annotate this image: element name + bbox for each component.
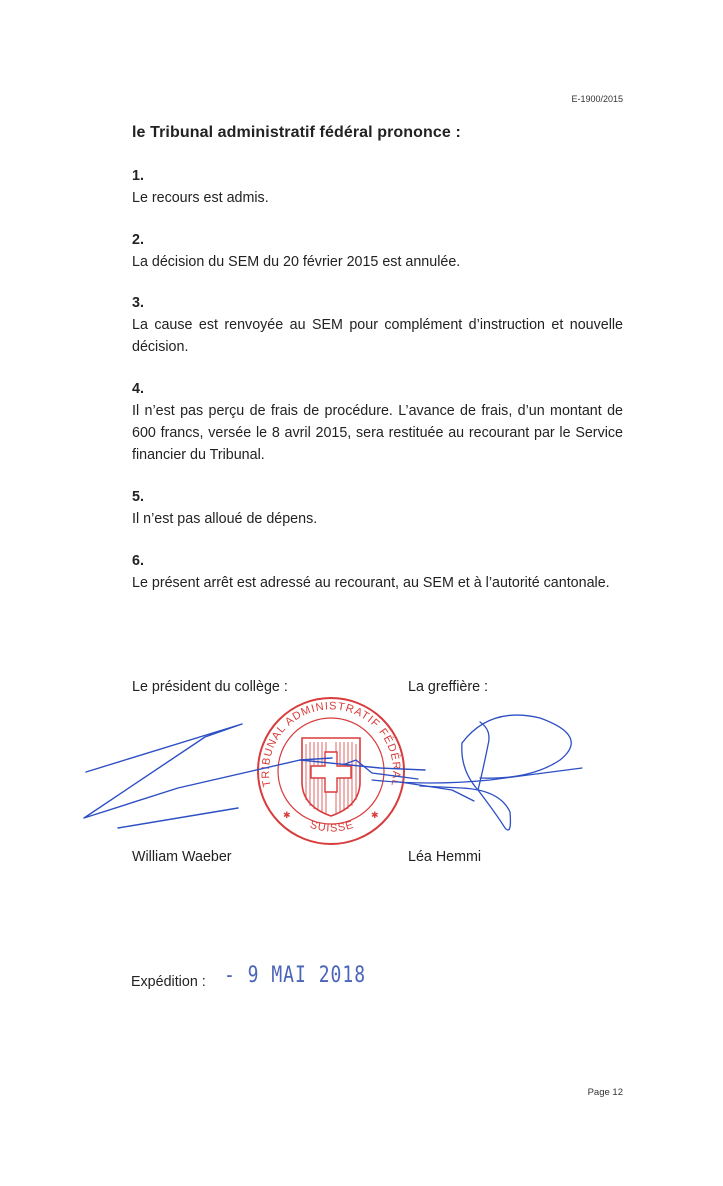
clause-text: La cause est renvoyée au SEM pour complément d’instruction et nouvelle décision. xyxy=(132,317,623,355)
clause-number: 6. xyxy=(132,553,144,569)
expedition-label: Expédition : xyxy=(131,974,206,990)
seal-country-text: SUISSE xyxy=(308,818,356,835)
page-number: Page 12 xyxy=(587,1087,623,1098)
clause-number: 1. xyxy=(132,168,144,184)
clause-number: 5. xyxy=(132,489,144,505)
clause-text: Le recours est admis. xyxy=(132,190,269,206)
clause-number: 2. xyxy=(132,232,144,248)
clause-text: Il n’est pas perçu de frais de procédure. L’avance de frais, d’un montant de 600 francs, versée le 8 avril 2015, sera restituée au recourant par le Service financier du Tribunal. xyxy=(132,403,623,463)
clause-number: 3. xyxy=(132,295,144,311)
clerk-label: La greffière : xyxy=(408,679,489,695)
clause-number: 4. xyxy=(132,381,144,397)
swiss-shield-icon xyxy=(302,738,360,816)
seal-arc-text: TRIBUNAL ADMINISTRATIF FÉDÉRAL xyxy=(259,700,403,788)
clause-text: Le présent arrêt est adressé au recourant, au SEM et à l’autorité cantonale. xyxy=(132,575,610,591)
ruling-heading: le Tribunal administratif fédéral prononce : xyxy=(132,124,461,141)
official-seal xyxy=(258,698,404,844)
svg-text:✱: ✱ xyxy=(283,811,291,821)
case-reference: E-1900/2015 xyxy=(571,94,623,104)
svg-text:✱: ✱ xyxy=(371,811,379,821)
clerk-name: Léa Hemmi xyxy=(408,849,482,865)
clause-text: Il n’est pas alloué de dépens. xyxy=(132,511,318,527)
clause-text: La décision du SEM du 20 février 2015 est annulée. xyxy=(132,254,461,270)
president-name: William Waeber xyxy=(132,849,232,865)
expedition-date-stamp: - 9 MAI 2018 xyxy=(224,962,367,989)
president-label: Le président du collège : xyxy=(132,679,288,695)
